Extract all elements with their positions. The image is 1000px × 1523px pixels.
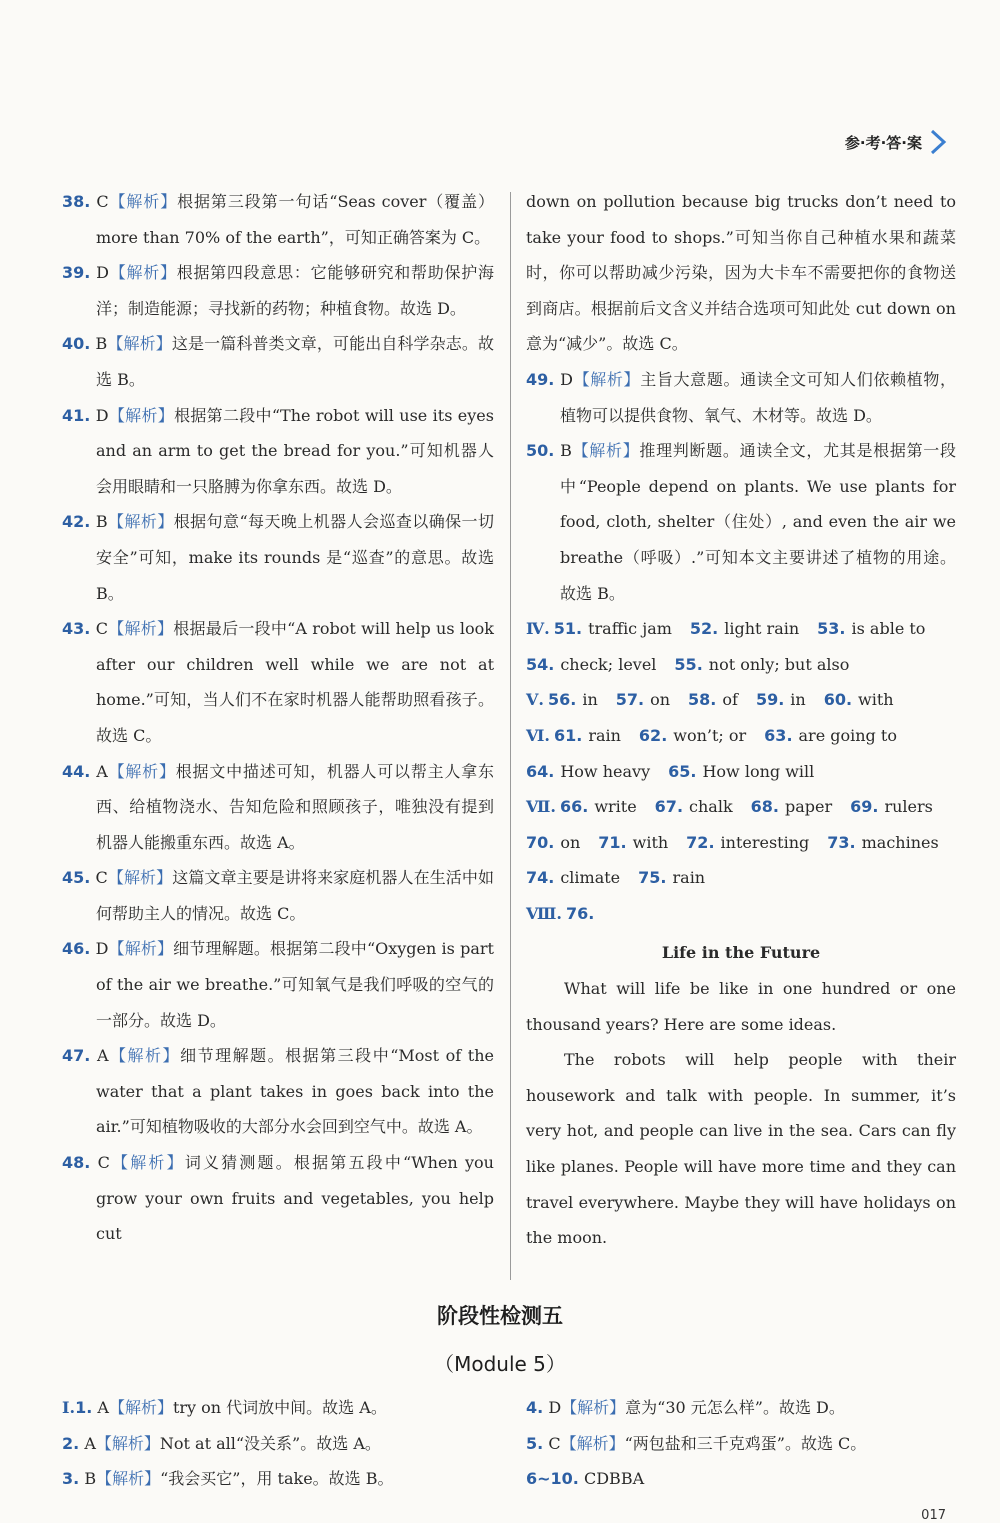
fill-blank-answer: on: [560, 832, 581, 852]
analysis-label: 【解析】: [108, 192, 178, 211]
question-number: 70.: [526, 832, 555, 852]
question-number: 39.: [62, 263, 91, 283]
answer-letter: D: [560, 369, 573, 389]
fill-blank-answer: are going to: [798, 725, 897, 745]
answer-item: [62, 1038, 494, 1145]
question-number: 66.: [559, 797, 589, 817]
answer-letter: CDBBA: [583, 1469, 645, 1489]
answer-item: [526, 1390, 956, 1426]
answer-item: [62, 184, 494, 255]
answer-explanation: 细节理解题。根据第二段中“Oxygen is part of the air we breathe.”可知氧气是我们呼吸的空气的一部分。故选 D。: [96, 939, 494, 1030]
fill-blank-item: [817, 619, 925, 638]
question-number: 67.: [654, 797, 684, 817]
fill-blank-answer: machines: [861, 832, 939, 852]
analysis-label: 【解析】: [109, 263, 177, 283]
fill-blank-line: [526, 825, 956, 861]
fill-blank-answer: How long will: [702, 761, 815, 781]
analysis-label: 【解析】: [108, 1398, 173, 1417]
right-column: [526, 184, 956, 1256]
fill-blank-answer: is able to: [851, 619, 926, 639]
answer-explanation: 根据第三段第一句话“Seas cover（覆盖）more than 70% of the earth”，可知正确答案为 C。: [96, 192, 494, 247]
question-number: 72.: [686, 832, 715, 852]
fill-blank-item: [526, 868, 620, 887]
question-number: 62.: [638, 725, 668, 745]
analysis-label: 【解析】: [107, 512, 174, 532]
fill-blank-answer: not only; but also: [708, 654, 850, 674]
answer-explanation: “我会买它”，用 take。故选 B。: [160, 1469, 394, 1489]
question-number: 64.: [526, 761, 555, 781]
page-number: 017: [921, 1508, 946, 1523]
answer-explanation: “两包盐和三千克鸡蛋”。故选 C。: [624, 1433, 867, 1453]
fill-blank-item: [598, 833, 668, 852]
analysis-label: 【解析】: [96, 1469, 161, 1489]
answer-letter: D: [95, 939, 109, 959]
fill-blank-item: [554, 619, 672, 638]
fill-blank-line: [526, 611, 956, 647]
answer-letter: B: [560, 441, 572, 461]
section-numeral: Ⅳ.: [526, 619, 550, 639]
fill-blank-item: [526, 762, 650, 781]
answer-letter: B: [95, 334, 108, 354]
answer-item: [62, 931, 494, 1038]
answer-letter: D: [96, 263, 109, 283]
answer-explanation: Not at all“没关系”。故选 A。: [159, 1433, 381, 1453]
fill-blank-line: [526, 682, 956, 718]
essay-paragraph: The robots will help people with their housework and talk with people. In summer, it’s very hot, and people can live in the sea. Cars can fly like planes. People will have more time and they can travel everywhere. Maybe they will have holidays on the moon.: [526, 1050, 956, 1248]
question-number: 6~10.: [526, 1469, 579, 1489]
answer-letter: C: [97, 1153, 110, 1173]
analysis-label: 【解析】: [107, 761, 176, 781]
fill-blank-answer: check; level: [560, 654, 657, 674]
answer-explanation: 主旨大意题。通读全文可知人们依赖植物，植物可以提供食物、氧气、木材等。故选 D。: [560, 369, 956, 425]
question-number: 43.: [62, 619, 91, 639]
section-numeral: Ⅰ.: [62, 1398, 76, 1417]
analysis-label: 【解析】: [108, 1046, 181, 1066]
analysis-label: 【解析】: [95, 1433, 160, 1453]
right-answer-list: [526, 362, 956, 611]
fill-blank-item: [824, 690, 894, 709]
answer-letter: A: [96, 1046, 109, 1066]
answer-explanation: 根据最后一段中“A robot will help us look after our children well while we are not at home.”可知，当人们不在家时机器人能帮助照看孩子。故选 C。: [96, 619, 494, 745]
fill-blank-answer: climate: [560, 868, 621, 888]
answer-explanation: 细节理解题。根据第三段中“Most of the water that a plant takes in goes back into the air.”可知植物吸收的大部分水会回到空气中。故选 A。: [96, 1046, 494, 1137]
left-column: [62, 184, 494, 1252]
fill-blank-item: [526, 833, 580, 852]
question-number: 71.: [598, 832, 627, 852]
fill-blank-answer: with: [632, 832, 669, 852]
fill-blank-answers: [526, 611, 956, 931]
question-number: 50.: [526, 441, 555, 461]
answer-explanation: 根据第二段中“The robot will use its eyes and an arm to get the bread for you.”可知机器人会用眼睛和一只胳膊为你拿东西。故选 D。: [96, 405, 494, 496]
fill-blank-line: [526, 718, 956, 754]
fill-blank-answer: traffic jam: [588, 619, 672, 639]
question-number: 54.: [526, 654, 555, 674]
analysis-label: 【解析】: [107, 619, 174, 639]
fill-blank-item: [526, 655, 656, 674]
answer-item: [62, 1426, 492, 1462]
answer-item: [526, 1426, 956, 1462]
fill-blank-line: [526, 754, 956, 790]
answer-item: [526, 1461, 956, 1497]
question-number: 75.: [638, 868, 667, 888]
fill-blank-answer: chalk: [689, 797, 733, 817]
answer-letter: A: [84, 1433, 96, 1453]
answer-key-header: [845, 128, 950, 156]
answer-item: [62, 611, 494, 753]
section-numeral: Ⅷ.: [526, 903, 562, 923]
answer-explanation: try on 代词放中间。故选 A。: [172, 1398, 387, 1417]
answer-letter: C: [95, 619, 108, 639]
question-number: 49.: [526, 369, 555, 389]
bottom-right-answers: [526, 1390, 956, 1497]
question-number: 42.: [62, 512, 91, 532]
answer-item: [526, 362, 956, 433]
fill-blank-line: [526, 647, 956, 683]
essay-paragraph: What will life be like in one hundred or one thousand years? Here are some ideas.: [526, 979, 956, 1034]
question-number: 60.: [823, 690, 853, 710]
fill-blank-item: [674, 655, 849, 674]
section-subtitle: （Module 5）: [434, 1352, 566, 1376]
answer-item: [62, 1390, 492, 1426]
answer-letter: B: [95, 512, 108, 532]
fill-blank-answer: write: [594, 797, 637, 817]
question-number: 59.: [755, 690, 785, 710]
answer-item: [62, 255, 494, 326]
analysis-label: 【解析】: [571, 441, 640, 461]
continued-explanation: down on pollution because big trucks don’t need to take your food to shops.”可知当你自己种植水果和蔬菜时，你可以帮助减少污染，因为大卡车不需要把你的食物送到商店。根据前后文含义并结合选项可知此处 cut down on 意为“减少”。故选 C。: [526, 192, 956, 354]
fill-blank-item: [690, 619, 799, 638]
fill-blank-item: [560, 797, 637, 816]
fill-blank-answer: of: [722, 690, 738, 710]
question-number: 46.: [62, 939, 91, 959]
answer-explanation: 这是一篇科普类文章，可能出自科学杂志。故选 B。: [96, 334, 494, 389]
question-number: 1.: [75, 1398, 93, 1417]
question-number: 65.: [668, 761, 697, 781]
question-number: 68.: [750, 797, 779, 817]
essay-title: Life in the Future: [661, 943, 821, 963]
fill-blank-item: [751, 797, 832, 816]
answer-explanation: 根据句意“每天晚上机器人会巡查以确保一切安全”可知，make its rounds 是“巡查”的意思。故选 B。: [96, 512, 494, 603]
question-number: 45.: [62, 868, 91, 888]
answer-item: [526, 433, 956, 611]
answer-letter: D: [548, 1398, 562, 1417]
question-number: 41.: [62, 405, 91, 425]
answer-letter: A: [96, 761, 108, 781]
question-number: 38.: [62, 192, 91, 211]
fill-blank-answer: in: [582, 690, 598, 710]
question-number: 48.: [62, 1153, 91, 1173]
column-divider: [510, 192, 511, 1280]
fill-blank-item: [639, 726, 746, 745]
fill-blank-item: [554, 726, 621, 745]
fill-blank-item: [827, 833, 938, 852]
question-number: 51.: [553, 619, 583, 639]
analysis-label: 【解析】: [108, 405, 175, 425]
bottom-left-answers: [62, 1390, 492, 1497]
header-tag-label: 参·考·答·案: [844, 133, 922, 152]
question-number: 61.: [553, 725, 583, 745]
answer-item: [62, 1461, 492, 1497]
analysis-label: 【解析】: [108, 939, 174, 959]
answer-item: [62, 326, 494, 397]
fill-blank-answer: paper: [784, 797, 833, 817]
question-number: 56.: [547, 690, 577, 710]
fill-blank-answer: won’t; or: [673, 725, 747, 745]
fill-blank-answer: rain: [588, 725, 621, 745]
fill-blank-item: [655, 797, 733, 816]
fill-blank-item: [638, 868, 705, 887]
answer-item: [62, 860, 494, 931]
question-number: 58.: [688, 690, 717, 710]
answer-item: [62, 1145, 494, 1252]
fill-blank-item: [850, 797, 933, 816]
answer-explanation: 推理判断题。通读全文，尤其是根据第一段中“People depend on plants. We use plants for food, cloth, shelter（住处）, and even the air we breathe（呼吸）.”可知本文主要讲述了植物的用途。故选 B。: [560, 441, 956, 603]
section-title: 阶段性检测五: [437, 1304, 563, 1328]
fill-blank-item: [548, 690, 598, 709]
question-number: 44.: [62, 761, 91, 781]
answer-item: [62, 754, 494, 861]
fill-blank-answer: with: [858, 690, 894, 710]
section-numeral: Ⅶ.: [526, 797, 556, 817]
question-number: 69.: [850, 797, 879, 817]
question-number: 53.: [817, 619, 846, 639]
analysis-label: 【解析】: [107, 334, 172, 354]
question-number: 52.: [689, 619, 719, 639]
fill-blank-answer: rain: [672, 868, 706, 888]
question-number: 2.: [62, 1433, 80, 1453]
answer-letter: B: [84, 1469, 97, 1489]
answer-letter: C: [548, 1433, 561, 1453]
question-number: 74.: [526, 868, 555, 888]
question-number: 55.: [674, 654, 703, 674]
question-number: 3.: [62, 1469, 80, 1489]
fill-blank-item: [756, 690, 806, 709]
answer-item: [62, 398, 494, 505]
analysis-label: 【解析】: [560, 1433, 625, 1453]
fill-blank-item: [688, 690, 738, 709]
answer-explanation: 这篇文章主要是讲将来家庭机器人在生活中如何帮助主人的情况。故选 C。: [96, 868, 494, 923]
fill-blank-item: [764, 726, 897, 745]
question-number: 63.: [764, 725, 793, 745]
question-number: 57.: [615, 690, 645, 710]
fill-blank-answer: on: [650, 690, 671, 710]
answer-letter: C: [95, 868, 108, 888]
answer-letter: A: [97, 1398, 109, 1417]
section-numeral: Ⅴ.: [526, 690, 544, 710]
fill-blank-item: [668, 762, 814, 781]
analysis-label: 【解析】: [572, 369, 641, 389]
answer-item: [62, 504, 494, 611]
answer-explanation: 根据文中描述可知，机器人可以帮主人拿东西、给植物浇水、告知危险和照顾孩子，唯独没有提到机器人能搬重东西。故选 A。: [96, 761, 494, 852]
chevron-right-icon: [926, 128, 950, 156]
fill-blank-answer: rulers: [884, 797, 933, 817]
question-number: 73.: [827, 832, 856, 852]
fill-blank-answer: in: [790, 690, 806, 710]
fill-blank-item: [686, 833, 809, 852]
fill-blank-item: [616, 690, 670, 709]
analysis-label: 【解析】: [107, 868, 173, 888]
answer-letter: C: [96, 192, 109, 211]
answer-explanation: 意为“30 元怎么样”。故选 D。: [625, 1398, 845, 1417]
fill-blank-answer: How heavy: [560, 761, 651, 781]
fill-blank-line: [526, 896, 956, 932]
section-numeral: Ⅵ.: [526, 725, 550, 745]
fill-blank-answer: interesting: [720, 832, 810, 852]
question-number: 47.: [62, 1046, 91, 1066]
question-number: 40.: [62, 334, 91, 354]
fill-blank-line: [526, 860, 956, 896]
fill-blank-answer: light rain: [724, 619, 800, 639]
question-number: 5.: [526, 1433, 544, 1453]
analysis-label: 【解析】: [561, 1398, 626, 1417]
fill-blank-line: [526, 789, 956, 825]
answer-explanation: 根据第四段意思：它能够研究和帮助保护海洋；制造能源；寻找新的药物；种植食物。故选 D。: [96, 263, 494, 318]
answer-letter: D: [95, 405, 109, 425]
fill-blank-item: [566, 904, 600, 923]
question-number: 4.: [526, 1398, 544, 1417]
analysis-label: 【解析】: [109, 1153, 185, 1173]
question-number: 76.: [565, 903, 595, 923]
answer-explanation: 词义猜测题。根据第五段中“When you grow your own fruits and vegetables, you help cut: [96, 1153, 494, 1244]
